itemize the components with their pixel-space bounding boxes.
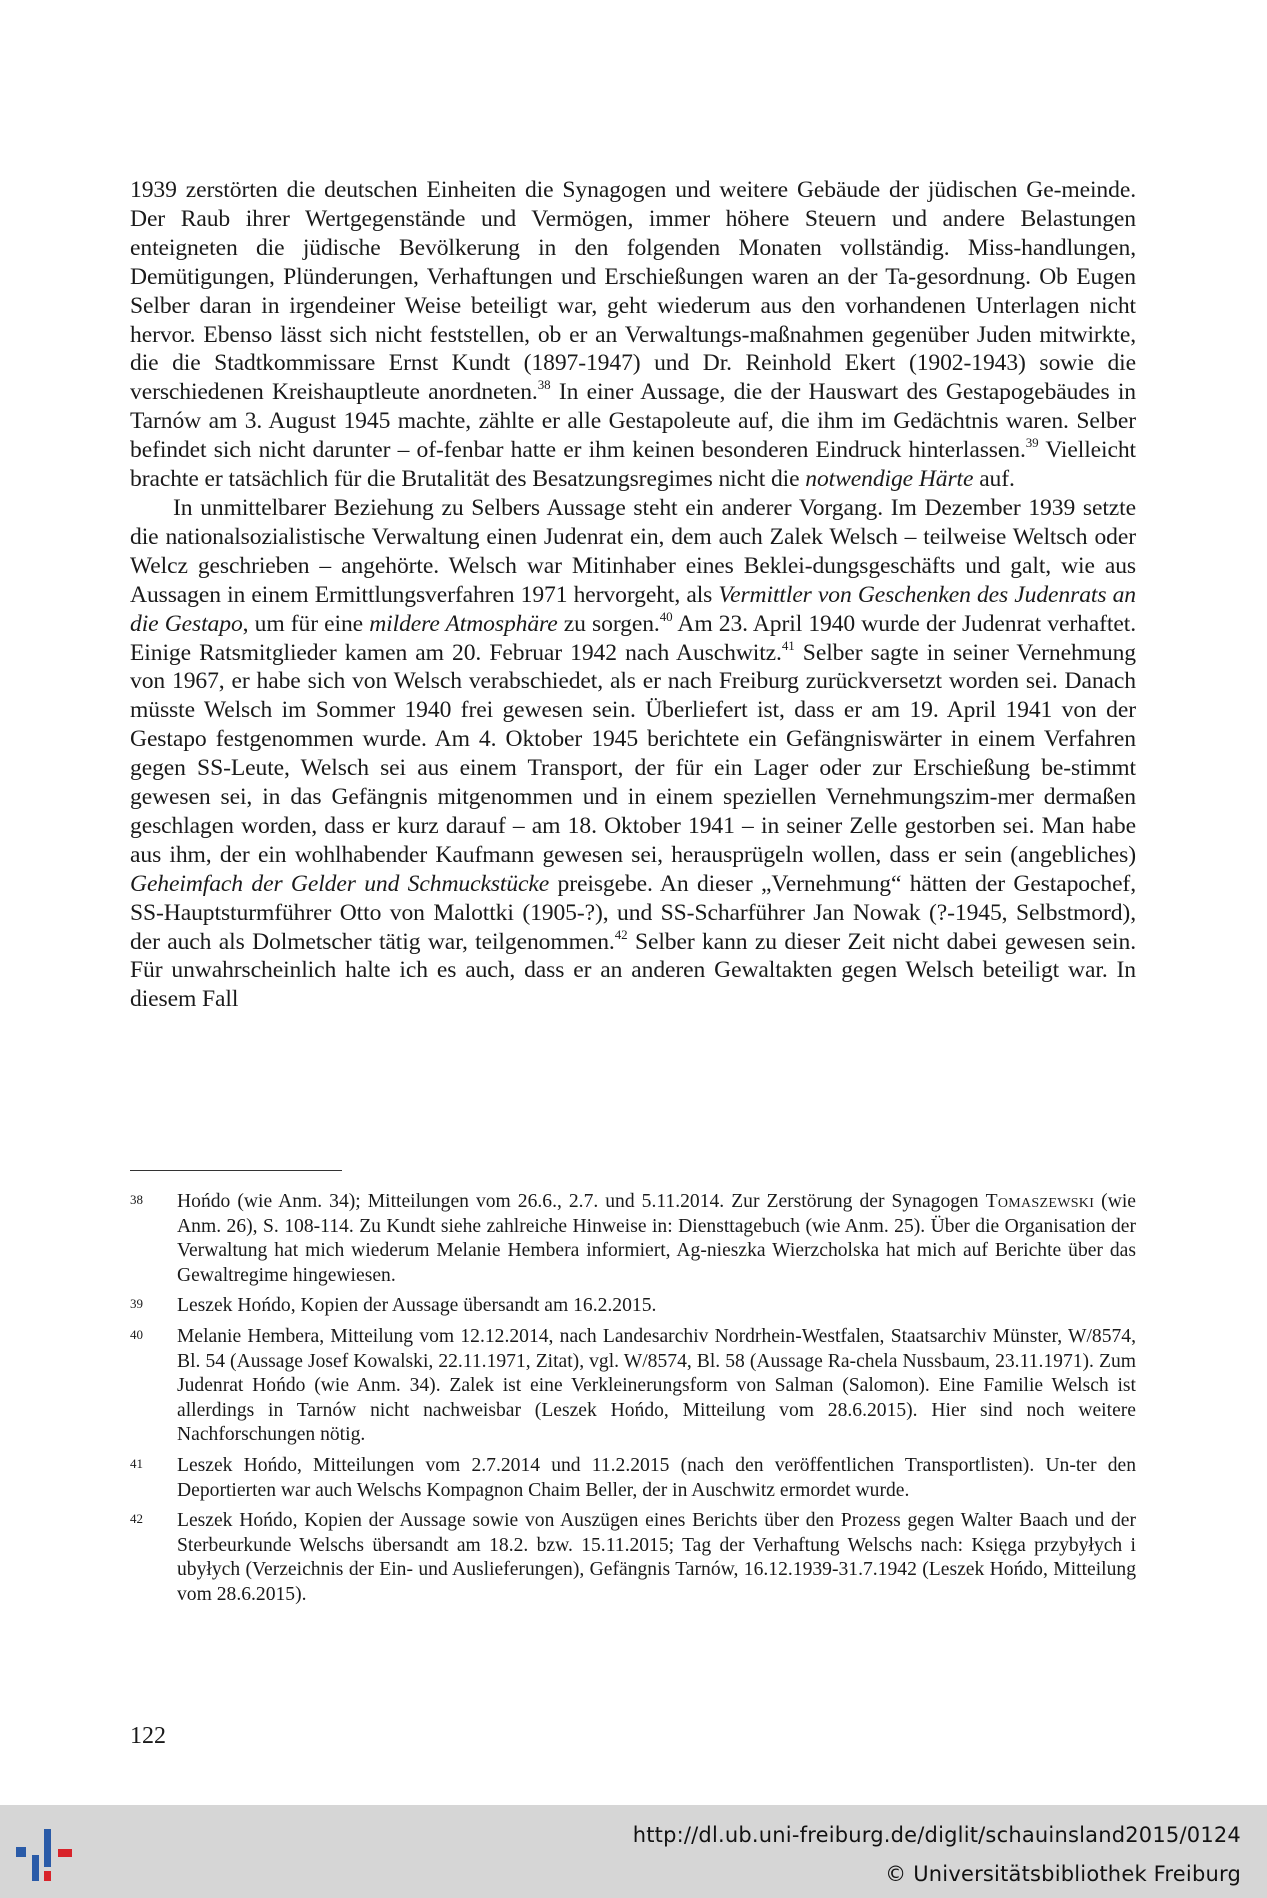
footnote-38 bbox=[130, 1190, 1136, 1288]
paragraph-1 bbox=[130, 176, 1136, 494]
paragraph-text: Selber sagte in seiner Vernehmung von 1967, er habe sich von Welsch verabschiedet, als er nach Freiburg zurückversetzt worden sei. Danach müsste Welsch im Sommer 1940 frei gewesen sein. Überliefert ist, dass er am 19. April 1941 von der Gestapo festgenommen wurde. Am 4. Oktober 1945 berichtete ein Gefängniswärter in einem Verfahren gegen SS-Leute, Welsch sei aus einem Transport, der für ein Lager oder zur Erschießung be-stimmt gewesen sei, in das Gefängnis mitgenommen und in einem speziellen Vernehmungszim-mer dermaßen geschlagen worden, dass er kurz darauf – am 18. Oktober 1941 – in seiner Zelle gestorben sei. Man habe aus ihm, der ein wohlhabender Kaufmann gewesen sei, herausprügeln wollen, dass er sein (angebliches) bbox=[130, 639, 1136, 868]
body-text bbox=[130, 176, 1136, 1014]
footnote-ref-38[interactable]: 38 bbox=[537, 377, 551, 393]
paragraph-text: , um für eine bbox=[242, 610, 370, 637]
footnote-separator bbox=[130, 1170, 342, 1171]
footnote-ref-42[interactable]: 42 bbox=[614, 926, 628, 942]
page-number: 122 bbox=[130, 1723, 166, 1749]
paragraph-text: preisgebe. An dieser „Vernehmung“ hätten der Gestapochef, SS-Hauptsturmführer Otto von Malottki (1905-?), und SS-Scharführer Jan Nowak (?-1945, Selbstmord), der auch als Dolmetscher tätig war, teilgenommen. bbox=[130, 870, 1136, 955]
paragraph-text: Vielleicht brachte er tatsächlich für die Brutalität des Besatzungsregimes nicht die bbox=[130, 437, 1136, 493]
footnote-text: Leszek Hońdo, Kopien der Aussage übersandt am 16.2.2015. bbox=[177, 1295, 657, 1317]
footer-url-link[interactable]: http://dl.ub.uni-freiburg.de/diglit/schauinsland2015/0124 bbox=[632, 1823, 1241, 1847]
footnote-text bbox=[177, 1190, 1136, 1288]
footer-copyright: © Universitätsbibliothek Freiburg bbox=[885, 1862, 1241, 1886]
footnote-42 bbox=[130, 1509, 1136, 1607]
paragraph-text: In unmittelbarer Beziehung zu Selbers Aussage steht ein anderer Vorgang. Im Dezember 1939 setzte die nationalsozialistische Verwaltung einen Judenrat ein, dem auch Zalek Welsch – teilweise Weltsch oder Welcz geschrieben – angehörte. Welsch war Mitinhaber eines Beklei-dungsgeschäfts und galt, wie aus Aussagen in einem Ermittlungsverfahren 1971 hervorgeht, als bbox=[130, 494, 1136, 608]
paragraph-text: In einer Aussage, die der Hauswart des Gestapogebäudes in Tarnów am 3. August 1945 machte, zählte er alle Gestapoleute auf, die ihm im Gedächtnis waren. Selber befindet sich nicht darunter – of-fenbar hatte er ihm keinen besonderen Eindruck hinterlassen. bbox=[130, 379, 1136, 464]
paragraph-text: auf. bbox=[973, 466, 1015, 493]
footnote-text: Leszek Hońdo, Kopien der Aussage sowie von Auszügen eines Berichts über den Prozess gegen Walter Baach und der Sterbeurkunde Welschs übersandt am 18.2. bzw. 15.11.2015; Tag der Verhaftung Welschs nach: Księga przybyłych i ubyłych (Verzeichnis der Ein- und Auslieferungen), Gefängnis Tarnów, 16.12.1939-31.7.1942 (Leszek Hońdo, Mitteilung vom 28.6.2015). bbox=[177, 1510, 1136, 1605]
footnote-number: 39 bbox=[130, 1296, 143, 1312]
paragraph-text: zu sorgen. bbox=[557, 610, 660, 637]
footnotes bbox=[130, 1190, 1136, 1614]
footnote-text-part: Hońdo (wie Anm. 34); Mitteilungen vom 26.6., 2.7. und 5.11.2014. Zur Zerstörung der Synagogen bbox=[177, 1191, 986, 1212]
footnote-text: Melanie Hembera, Mitteilung vom 12.12.2014, nach Landesarchiv Nordrhein-Westfalen, Staatsarchiv Münster, W/8574, Bl. 54 (Aussage Josef Kowalski, 22.11.1971, Zitat), vgl. W/8574, Bl. 58 (Aussage Ra-chela Nussbaum, 23.11.1971). Zum Judenrat Hońdo (wie Anm. 34). Zalek ist eine Verkleinerungsform von Salman (Salomon). Eine Familie Welsch ist allerdings in Tarnów nicht nachweisbar (Leszek Hońdo, Mitteilung vom 28.6.2015). Hier sind noch weitere Nachforschungen nötig. bbox=[177, 1325, 1136, 1446]
italic-phrase: notwendige Härte bbox=[805, 466, 974, 493]
paragraph-text: Selber kann zu dieser Zeit nicht dabei gewesen sein. Für unwahrscheinlich halte ich es auch, dass er an anderen Gewaltakten gegen Welsch beteiligt war. In diesem Fall bbox=[130, 928, 1136, 1013]
footnote-text: Leszek Hońdo, Mitteilungen vom 2.7.2014 und 11.2.2015 (nach den veröffentlichen Transportlisten). Un-ter den Deportierten war auch Welschs Kompagnon Chaim Beller, der in Auschwitz ermordet wurde. bbox=[177, 1454, 1136, 1501]
italic-phrase: mildere Atmosphäre bbox=[369, 610, 558, 637]
italic-phrase: Vermittler von Geschenken des Judenrats an die Gestapo bbox=[130, 581, 1136, 637]
footnote-number: 42 bbox=[130, 1511, 143, 1527]
footnote-ref-39[interactable]: 39 bbox=[1025, 435, 1039, 451]
footnote-text-part: (wie Anm. 26), S. 108-114. Zu Kundt siehe zahlreiche Hinweise in: Diensttagebuch (wie Anm. 25). Über die Organisation der Verwaltung hat mich wiederum Melanie Hembera informiert, Ag-nieszka Wierzcholska hat mich auf Berichte über das Gewaltregime hingewiesen. bbox=[177, 1191, 1136, 1286]
footnote-number: 38 bbox=[130, 1192, 143, 1207]
footnote-ref-40[interactable]: 40 bbox=[659, 608, 673, 624]
footnote-39 bbox=[130, 1294, 1136, 1319]
author-smallcaps: Tomaszewski bbox=[985, 1191, 1095, 1212]
footnote-41 bbox=[130, 1454, 1136, 1503]
ub-freiburg-logo-icon[interactable] bbox=[10, 1827, 80, 1881]
italic-phrase: Geheimfach der Gelder und Schmuckstücke bbox=[130, 870, 550, 897]
footer-bar bbox=[0, 1805, 1267, 1898]
paragraph-text: Am 23. April 1940 wurde der Judenrat verhaftet. Einige Ratsmitglieder kamen am 20. Februar 1942 nach Auschwitz. bbox=[130, 610, 1136, 666]
paragraph-2 bbox=[130, 494, 1136, 1014]
footnote-40 bbox=[130, 1325, 1136, 1448]
footnote-ref-41[interactable]: 41 bbox=[781, 637, 795, 653]
footnote-number: 41 bbox=[130, 1455, 143, 1471]
paragraph-text: 1939 zerstörten die deutschen Einheiten die Synagogen und weitere Gebäude der jüdischen Ge-meinde. Der Raub ihrer Wertgegenstände und Vermögen, immer höhere Steuern und andere Belastungen enteigneten die jüdische Bevölkerung in den folgenden Monaten vollständig. Miss-handlungen, Demütigungen, Plünderungen, Verhaftungen und Erschießungen waren an der Ta-gesordnung. Ob Eugen Selber daran in irgendeiner Weise beteiligt war, geht wiederum aus den vorhandenen Unterlagen nicht hervor. Ebenso lässt sich nicht feststellen, ob er an Verwaltungs-maßnahmen gegenüber Juden mitwirkte, die die Stadtkommissare Ernst Kundt (1897-1947) und Dr. Reinhold Ekert (1902-1943) sowie die verschiedenen Kreishauptleute anordneten. bbox=[130, 177, 1136, 406]
footnote-number: 40 bbox=[130, 1326, 143, 1342]
